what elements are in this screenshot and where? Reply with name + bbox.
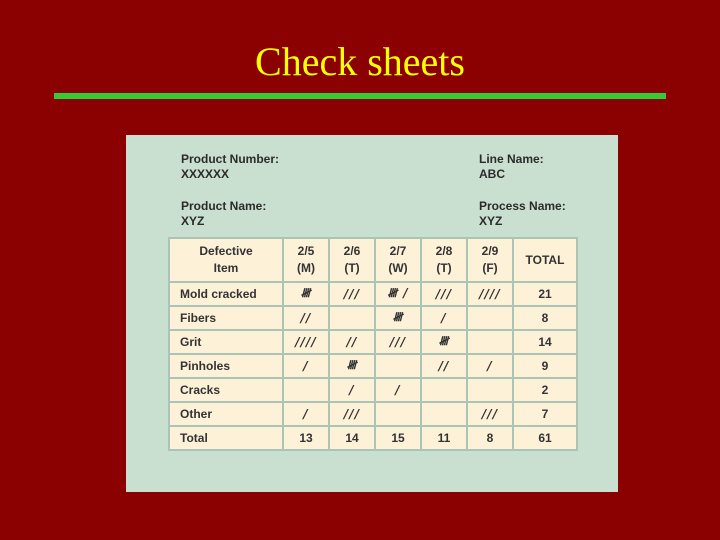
header-line1: 2/6 [343, 244, 361, 258]
table-row [169, 306, 577, 330]
tally-cell [467, 306, 513, 330]
row-total: 14 [513, 330, 577, 354]
table-row [169, 282, 577, 306]
tally-cell: // [329, 330, 375, 354]
tally-cell [467, 378, 513, 402]
product-name-block [181, 199, 266, 229]
tally-cell: 𝍸 [375, 306, 421, 330]
row-total: 21 [513, 282, 577, 306]
tally-cell: /// [467, 402, 513, 426]
line-name-value: ABC [479, 167, 505, 181]
process-name-label: Process Name: [479, 199, 566, 213]
tally-cell: / [467, 354, 513, 378]
header-line2: (F) [482, 261, 498, 275]
grand-total: 61 [513, 426, 577, 450]
row-total: 7 [513, 402, 577, 426]
row-item-label: Grit [169, 330, 283, 354]
tally-cell: 𝍸 [329, 354, 375, 378]
product-number-label: Product Number: [181, 152, 280, 166]
table-row [169, 402, 577, 426]
product-number-value: XXXXXX [181, 167, 230, 181]
tally-cell: / [421, 306, 467, 330]
header-defective-item [169, 238, 283, 282]
tally-cell: / [375, 378, 421, 402]
header-line1: Defective [199, 244, 253, 258]
table-row [169, 354, 577, 378]
row-item-label: Other [169, 402, 283, 426]
process-name-block [479, 199, 566, 229]
row-item-label: Fibers [169, 306, 283, 330]
tally-cell: /// [375, 330, 421, 354]
tally-cell: / [283, 402, 329, 426]
title-underline [54, 93, 666, 99]
header-total [513, 238, 577, 282]
product-name-label: Product Name: [181, 199, 267, 213]
tally-cell [375, 354, 421, 378]
header-day [283, 238, 329, 282]
day-total: 8 [467, 426, 513, 450]
header-line2: (M) [297, 261, 315, 275]
total-row [169, 426, 577, 450]
row-item-label: Mold cracked [169, 282, 283, 306]
tally-cell: // [421, 354, 467, 378]
header-line2: (W) [388, 261, 408, 275]
header-day [467, 238, 513, 282]
tally-cell: /// [421, 282, 467, 306]
row-item-label: Cracks [169, 378, 283, 402]
total-row-label: Total [169, 426, 283, 450]
tally-cell: / [283, 354, 329, 378]
tally-cell: 𝍸 / [375, 282, 421, 306]
header-line1: 2/7 [389, 244, 407, 258]
row-total: 2 [513, 378, 577, 402]
check-sheet-table [168, 237, 578, 451]
tally-cell [375, 402, 421, 426]
tally-cell: 𝍸 [421, 330, 467, 354]
header-line1: TOTAL [525, 252, 565, 267]
header-line1: 2/9 [481, 244, 499, 258]
tally-cell [421, 402, 467, 426]
tally-cell: / [329, 378, 375, 402]
tally-cell: /// [329, 282, 375, 306]
table-body [169, 282, 577, 450]
row-total: 8 [513, 306, 577, 330]
tally-cell: //// [467, 282, 513, 306]
day-total: 15 [375, 426, 421, 450]
tally-cell [329, 306, 375, 330]
day-total: 11 [421, 426, 467, 450]
header-day [421, 238, 467, 282]
tally-cell [421, 378, 467, 402]
tally-cell: //// [283, 330, 329, 354]
header-day [329, 238, 375, 282]
header-line2: (T) [436, 261, 452, 275]
tally-cell [283, 378, 329, 402]
table-row [169, 378, 577, 402]
table-row [169, 330, 577, 354]
tally-cell [467, 330, 513, 354]
line-name-label: Line Name: [479, 152, 544, 166]
day-total: 13 [283, 426, 329, 450]
line-name-block [479, 152, 544, 182]
header-day [375, 238, 421, 282]
row-total: 9 [513, 354, 577, 378]
header-line2: (T) [344, 261, 360, 275]
tally-cell: // [283, 306, 329, 330]
process-name-value: XYZ [479, 214, 503, 228]
product-number-block [181, 152, 279, 182]
header-line1: 2/8 [435, 244, 453, 258]
header-row [169, 238, 577, 282]
tally-cell: 𝍸 [283, 282, 329, 306]
tally-cell: /// [329, 402, 375, 426]
product-name-value: XYZ [181, 214, 205, 228]
slide-title: Check sheets [255, 39, 465, 84]
day-total: 14 [329, 426, 375, 450]
header-line2: Item [213, 261, 239, 275]
header-line1: 2/5 [297, 244, 315, 258]
row-item-label: Pinholes [169, 354, 283, 378]
